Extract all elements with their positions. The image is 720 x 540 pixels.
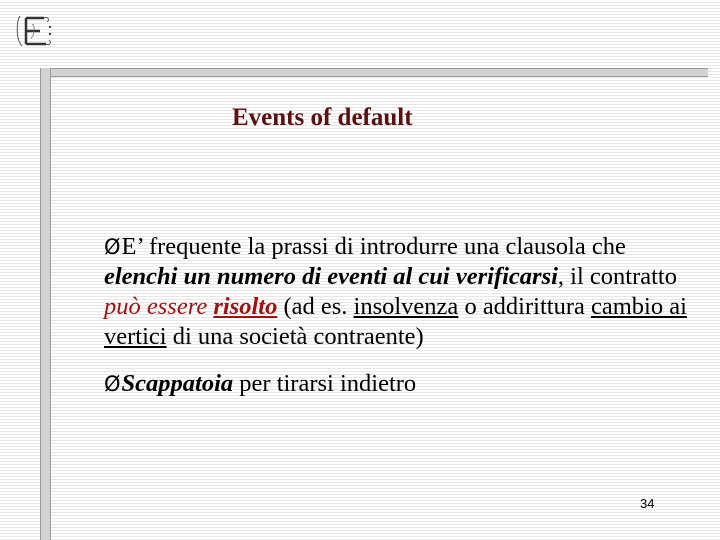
emphasis-text: elenchi un numero di eventi al cui verificarsi bbox=[104, 263, 558, 290]
emphasis-text: risolto bbox=[213, 293, 278, 320]
bullet-text: , il contratto bbox=[557, 263, 677, 290]
bullet-text: di una società contraente) bbox=[166, 323, 424, 350]
bullet-text: E’ frequente la prassi di introdurre una clausola che bbox=[121, 233, 626, 260]
left-rule bbox=[40, 68, 51, 540]
top-rule bbox=[40, 68, 708, 77]
bullet-text: (ad es. bbox=[277, 293, 354, 320]
emphasis-text: può essere bbox=[104, 293, 208, 320]
bullet-item-1 bbox=[104, 232, 696, 352]
slide-body bbox=[104, 232, 696, 399]
page-number: 34 bbox=[640, 496, 655, 511]
bullet-item-2 bbox=[104, 369, 696, 399]
ornamental-e-logo-icon bbox=[12, 12, 58, 50]
bullet-text: o addirittura bbox=[458, 293, 591, 320]
underlined-text: insolvenza bbox=[353, 293, 459, 320]
arrow-bullet-icon: Ø bbox=[104, 235, 121, 259]
arrow-bullet-icon: Ø bbox=[104, 372, 121, 396]
bullet-text: per tirarsi indietro bbox=[233, 370, 417, 397]
slide-title: Events of default bbox=[232, 104, 413, 131]
underlined-text: cambio ai vertici bbox=[104, 293, 687, 350]
emphasis-text: Scappatoia bbox=[121, 370, 234, 397]
